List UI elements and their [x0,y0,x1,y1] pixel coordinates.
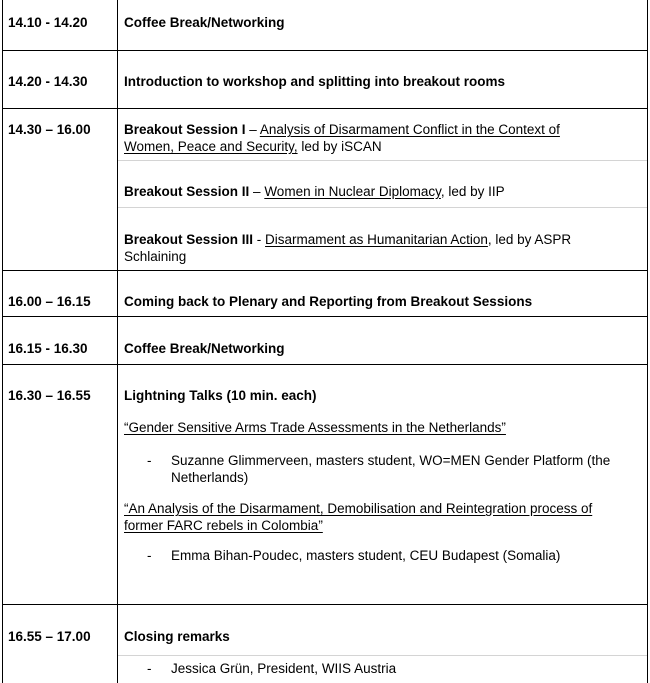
session-separator: – [245,122,260,137]
bullet-dash: - [147,453,152,468]
session-separator: – [249,184,265,199]
session-label: Breakout Session II [124,184,250,199]
talk-speaker: Emma Bihan-Poudec, masters student, CEU Budapest (Somalia) [171,548,561,563]
closing-speaker: Jessica Grün, President, WIIS Austria [171,661,397,676]
bullet-dash: - [147,661,152,676]
talk-title: “An Analysis of the Disarmament, Demobilisation and Reintegration process of [124,501,593,516]
session-label: Breakout Session I [124,122,246,137]
row-divider [2,364,648,365]
session-lead: led by iSCAN [297,139,382,154]
left-border [2,0,3,683]
session-lead: , led by IIP [440,184,505,199]
session-label: Breakout Session III [124,232,254,247]
breakout-session-1-line2 [124,138,382,155]
right-border [647,0,648,683]
talk-speaker-line2: Netherlands) [171,470,249,485]
breakout-session-3 [124,231,571,248]
time-cell: 16.00 – 16.15 [8,294,91,309]
row-divider [2,604,648,605]
time-cell: 14.10 - 14.20 [8,15,88,30]
time-cell: 16.55 – 17.00 [8,629,91,644]
row-divider [2,270,648,271]
talk-title: “Gender Sensitive Arms Trade Assessments in the Netherlands” [124,420,506,435]
talk-title-line2: former FARC rebels in Colombia” [124,518,323,533]
bullet-dash: - [147,548,152,563]
row-divider [2,108,648,109]
breakout-session-1 [124,121,560,138]
breakout-session-3-line2: Schlaining [124,249,187,264]
session-separator: - [253,232,266,247]
session-topic-link[interactable]: Analysis of Disarmament Conflict in the Context of [259,122,560,137]
time-cell: 14.30 – 16.00 [8,122,91,137]
agenda-item-title: Introduction to workshop and splitting into breakout rooms [124,74,505,89]
agenda-item-title: Closing remarks [124,629,230,644]
session-divider [118,655,647,656]
session-topic-link[interactable]: Disarmament as Humanitarian Action [265,232,488,247]
agenda-item-title: Lightning Talks (10 min. each) [124,388,317,403]
column-divider [117,0,118,683]
time-cell: 14.20 - 14.30 [8,74,88,89]
time-cell: 16.30 – 16.55 [8,388,91,403]
session-topic-link[interactable]: Women, Peace and Security, [124,139,298,154]
session-topic-link[interactable]: Women in Nuclear Diplomacy [264,184,441,199]
breakout-session-2 [124,183,505,200]
session-divider [118,207,647,208]
time-cell: 16.15 - 16.30 [8,341,88,356]
session-divider [118,160,647,161]
talk-speaker: Suzanne Glimmerveen, masters student, WO=MEN Gender Platform (the [171,453,611,468]
row-divider [2,316,648,317]
agenda-item-title: Coffee Break/Networking [124,341,285,356]
agenda-item-title: Coffee Break/Networking [124,15,285,30]
agenda-item-title: Coming back to Plenary and Reporting from Breakout Sessions [124,294,533,309]
row-divider [2,50,648,51]
session-lead: , led by ASPR [487,232,572,247]
